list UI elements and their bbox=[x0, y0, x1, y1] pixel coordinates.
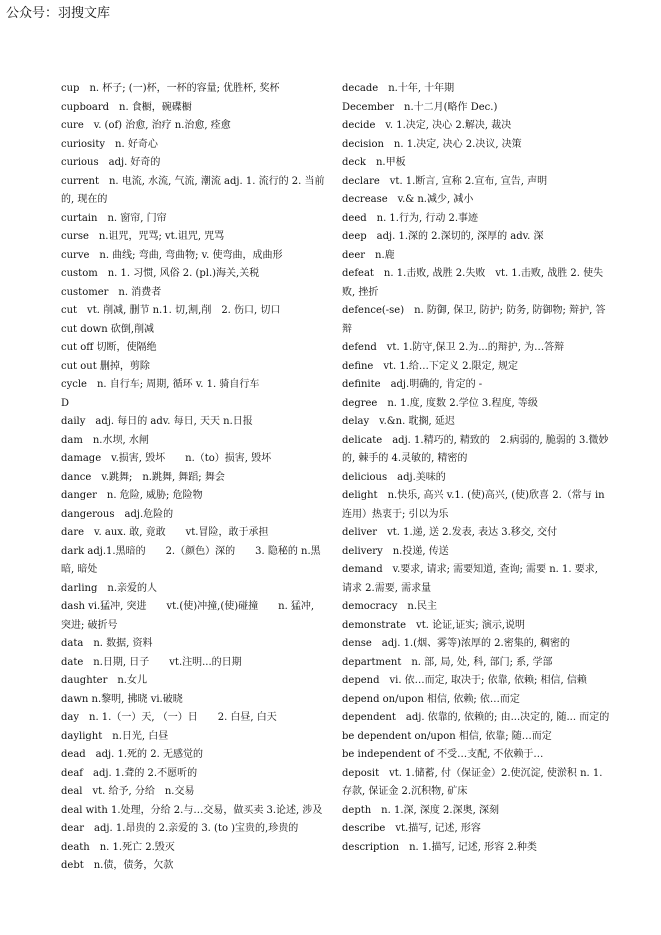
vocab-entry: curtain n. 窗帘, 门帘 bbox=[61, 212, 167, 224]
vocab-entry: be independent of 不受…支配, 不依赖于… bbox=[342, 749, 544, 760]
vocab-entry: dangerous adj.危险的 bbox=[61, 508, 174, 520]
vocab-entry: dam n.水坝, 水闸 bbox=[61, 434, 149, 446]
vocab-entry: democracy n.民主 bbox=[342, 601, 438, 612]
vocab-entry: description n. 1.描写, 记述, 形容 2.种类 bbox=[342, 841, 537, 853]
vocab-entry: department n. 部, 局, 处, 科, 部门; 系, 学部 bbox=[342, 656, 553, 668]
vocab-entry: decision n. 1.决定, 决心 2.决议, 决策 bbox=[342, 138, 522, 150]
vocab-entry: delay v.&n. 耽搁, 延迟 bbox=[342, 416, 455, 427]
vocab-entry: debt n.债，债务，欠款 bbox=[61, 860, 174, 871]
vocab-entry: curse n.诅咒，咒骂; vt.诅咒, 咒骂 bbox=[61, 231, 225, 242]
right-column bbox=[342, 80, 610, 857]
vocab-entry: cup n. 杯子; (一)杯，一杯的容量; 优胜杯, 奖杯 bbox=[61, 83, 280, 94]
vocab-entry: deposit vt. 1.储蓄, 付（保证金）2.使沉淀, 使淤积 n. 1.存款, 保证金 2.沉积物, 矿床 bbox=[342, 767, 603, 797]
vocab-entry: custom n. 1. 习惯, 风俗 2. (pl.)海关,关税 bbox=[61, 268, 260, 279]
vocab-entry: depend on/upon 相信, 依赖; 依…而定 bbox=[342, 693, 520, 705]
vocab-entry: definite adj.明确的, 肯定的 - bbox=[342, 379, 483, 390]
vocab-entry: delivery n.投递, 传送 bbox=[342, 545, 449, 557]
vocab-entry: demonstrate vt. 论证,证实; 演示,说明 bbox=[342, 619, 526, 631]
vocab-entry: be dependent on/upon 相信, 依靠; 随…而定 bbox=[342, 730, 552, 742]
vocab-entry: deal vt. 给予, 分给 n.交易 bbox=[61, 786, 195, 797]
vocab-entry: cycle n. 自行车; 周期, 循环 v. 1. 骑自行车 bbox=[61, 379, 260, 390]
vocab-entry: deer n.鹿 bbox=[342, 249, 395, 261]
vocab-entry: dash vi.猛冲, 突进 vt.(使)冲撞,(使)碰撞 n. 猛冲, 突进; 破折号 bbox=[61, 601, 315, 631]
vocab-entry: curious adj. 好奇的 bbox=[61, 157, 161, 168]
vocab-entry: daughter n.女儿 bbox=[61, 675, 147, 686]
vocab-entry: D bbox=[61, 397, 70, 409]
vocab-entry: current n. 电流, 水流, 气流, 潮流 adj. 1. 流行的 2. 当前的, 现在的 bbox=[61, 175, 325, 205]
vocab-entry: deep adj. 1.深的 2.深切的, 深厚的 adv. 深 bbox=[342, 231, 544, 242]
vocab-entry: deed n. 1.行为, 行动 2.事迹 bbox=[342, 212, 479, 224]
vocab-entry: dance v.跳舞; n.跳舞, 舞蹈; 舞会 bbox=[61, 471, 225, 483]
vocab-entry: dare v. aux. 敢, 竟敢 vt.冒险，敢于承担 bbox=[61, 527, 269, 538]
vocab-entry: decrease v.& n.减少, 减小 bbox=[342, 194, 474, 205]
vocab-entry: day n. 1.（一）天, （一）日 2. 白昼, 白天 bbox=[61, 712, 277, 723]
vocab-entry: dead adj. 1.死的 2. 无感觉的 bbox=[61, 749, 203, 760]
vocab-entry: deal with 1.处理，分给 2.与…交易，做买卖 3.论述, 涉及 bbox=[61, 804, 323, 816]
vocab-entry: depth n. 1.深, 深度 2.深奥, 深刻 bbox=[342, 804, 499, 816]
vocab-entry: delight n.快乐, 高兴 v.1. (使)高兴, (使)欣喜 2.（常与 in 连用）热衷于; 引以为乐 bbox=[342, 490, 605, 520]
vocab-entry: cut off 切断，使隔绝 bbox=[61, 342, 157, 353]
vocab-entry: data n. 数据, 资料 bbox=[61, 638, 153, 649]
vocab-entry: daylight n.日光, 白昼 bbox=[61, 730, 169, 742]
vocab-entry: curiosity n. 好奇心 bbox=[61, 138, 158, 150]
vocab-entry: daily adj. 每日的 adv. 每日, 天天 n.日报 bbox=[61, 416, 253, 427]
vocab-entry: defence(-se) n. 防御, 保卫, 防护; 防务, 防御物; 辩护, 答辩 bbox=[342, 305, 606, 335]
vocab-entry: degree n. 1.度, 度数 2.学位 3.程度, 等级 bbox=[342, 397, 538, 409]
vocab-entry: demand v.要求, 请求; 需要知道, 查询; 需要 n. 1. 要求, 请求 2.需要, 需求量 bbox=[342, 564, 598, 594]
vocab-entry: damage v.损害, 毁坏 n.（to）损害, 毁坏 bbox=[61, 453, 272, 464]
vocab-entry: deliver vt. 1.递, 送 2.发表, 表达 3.移交, 交付 bbox=[342, 527, 558, 538]
vocab-entry: depend vi. 依…而定, 取决于; 依靠, 依赖; 相信, 信赖 bbox=[342, 675, 587, 686]
vocab-entry: decade n.十年, 十年期 bbox=[342, 83, 455, 94]
vocab-entry: declare vt. 1.断言, 宣称 2.宣布, 宣告, 声明 bbox=[342, 175, 548, 187]
vocab-entry: cure v. (of) 治愈, 治疗 n.治愈, 痊愈 bbox=[61, 120, 231, 131]
vocab-entry: cut out 删掉，剪除 bbox=[61, 360, 150, 372]
vocab-entry: decide v. 1.决定, 决心 2.解决, 裁决 bbox=[342, 120, 512, 131]
vocab-entry: delicious adj.美味的 bbox=[342, 471, 446, 483]
vocab-entry: date n.日期, 日子 vt.注明...的日期 bbox=[61, 656, 242, 668]
vocab-entry: dependent adj. 依靠的, 依赖的; 由...决定的, 随... 而定的 bbox=[342, 712, 610, 723]
vocab-entry: defeat n. 1.击败, 战胜 2.失败 vt. 1.击败, 战胜 2. 使失败, 挫折 bbox=[342, 268, 604, 298]
page-header: 公众号：羽搜文库 bbox=[6, 6, 111, 21]
vocab-entry: dense adj. 1.(烟、雾等)浓厚的 2.密集的, 稠密的 bbox=[342, 638, 571, 649]
vocab-entry: darling n.亲爱的人 bbox=[61, 582, 158, 594]
vocab-entry: dawn n.黎明, 拂晓 vi.破晓 bbox=[61, 693, 183, 705]
vocab-entry: December n.十二月(略作 Dec.) bbox=[342, 101, 498, 113]
vocab-entry: danger n. 危险, 威胁; 危险物 bbox=[61, 490, 203, 501]
vocab-entry: curve n. 曲线; 弯曲, 弯曲物; v. 使弯曲，成曲形 bbox=[61, 249, 283, 261]
vocab-entry: defend vt. 1.防守,保卫 2.为...的辩护, 为…答辩 bbox=[342, 342, 565, 353]
vocab-entry: death n. 1.死亡 2.毁灭 bbox=[61, 841, 175, 853]
vocab-entry: cut vt. 削减, 删节 n.1. 切,割,削 2. 伤口, 切口 bbox=[61, 305, 281, 316]
vocab-entry: deck n.甲板 bbox=[342, 157, 406, 168]
vocab-entry: deaf adj. 1.聋的 2.不愿听的 bbox=[61, 767, 198, 779]
vocab-entry: define vt. 1.给…下定义 2.限定, 规定 bbox=[342, 360, 518, 372]
vocab-entry: customer n. 消费者 bbox=[61, 286, 162, 298]
vocab-entry: dark adj.1.黑暗的 2.（颜色）深的 3. 隐秘的 n.黑暗, 暗处 bbox=[61, 545, 321, 575]
vocab-entry: cupboard n. 食橱，碗碟橱 bbox=[61, 101, 192, 113]
vocab-entry: delicate adj. 1.精巧的, 精致的 2.病弱的, 脆弱的 3.微妙的, 棘手的 4.灵敏的, 精密的 bbox=[342, 434, 609, 464]
vocab-entry: describe vt.描写, 记述, 形容 bbox=[342, 823, 481, 834]
vocab-entry: dear adj. 1.昂贵的 2.亲爱的 3. (to )宝贵的,珍贵的 bbox=[61, 823, 299, 834]
left-column bbox=[61, 80, 327, 876]
vocab-entry: cut down 砍倒,削减 bbox=[61, 323, 155, 335]
